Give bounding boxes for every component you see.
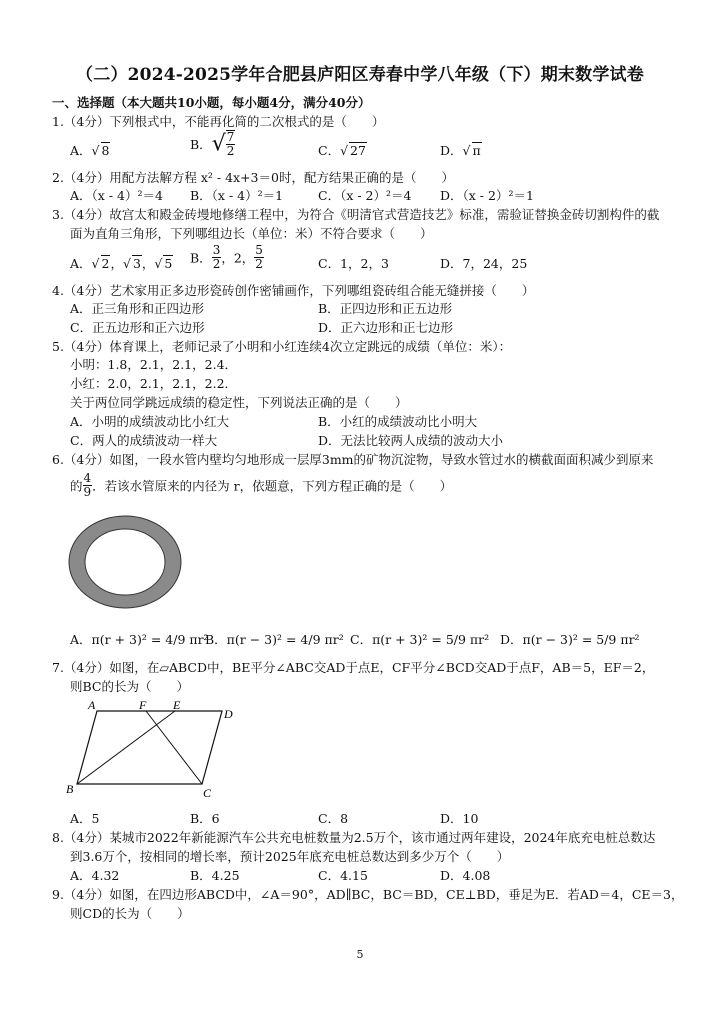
question-7-line1: 7.（4分）如图，在▱ABCD中，BE平分∠ABC交AD于点E，CF平分∠BCD交AD于点F，AB＝5，EF＝2， — [52, 660, 655, 675]
q8-option-d: D．4.08 — [440, 868, 491, 883]
question-9-line1: 9.（4分）如图，在四边形ABCD中，∠A＝90°，AD∥BC，BC＝BD，CE⊥BD，垂足为E．若AD＝4，CE＝3， — [52, 887, 684, 902]
q5-xiaohong: 小红：2.0，2.1，2.1，2.2． — [70, 376, 238, 391]
question-4-stem: 4.（4分）艺术家用正多边形瓷砖创作密铺画作，下列哪组瓷砖组合能无缝拼接（ ） — [52, 283, 535, 298]
label-a: A — [88, 698, 96, 712]
q3-option-a: A．√ 2，√ 3，√ 5 — [70, 256, 173, 271]
q7-option-d: D．10 — [440, 811, 479, 826]
question-8-line1: 8.（4分）某城市2022年新能源汽车公共充电桩数量为2.5万个，该市通过两年建设，2024年底充电桩总数达 — [52, 830, 656, 845]
q3-option-c: C．1，2，3 — [318, 256, 389, 271]
q5-ask: 关于两位同学跳远成绩的稳定性，下列说法正确的是（ ） — [70, 395, 408, 410]
q5-option-c: C．两人的成绩波动一样大 — [70, 433, 218, 448]
q5-option-b: B．小红的成绩波动比小明大 — [318, 414, 478, 429]
label-f: F — [139, 698, 147, 712]
q4-option-a: A．正三角形和正四边形 — [70, 301, 205, 316]
question-2-stem: 2.（4分）用配方法解方程 x² - 4x+3＝0时，配方结果正确的是（ ） — [52, 170, 454, 185]
q5-xiaoming: 小明：1.8，2.1，2.1，2.4． — [70, 357, 238, 372]
q6-option-a: A．π(r + 3)² = 4/9 πr² — [70, 632, 209, 647]
page-number: 5 — [356, 948, 364, 961]
q1-option-c: C．√ 27 — [318, 143, 366, 158]
q1-option-b: B．√ $\frac{7}{2}$ — [190, 130, 235, 158]
sqrt-icon: √ — [340, 143, 349, 158]
question-1-stem: 1.（4分）下列根式中，不能再化简的二次根式的是（ ） — [52, 114, 385, 129]
q4-option-c: C．正五边形和正六边形 — [70, 320, 205, 335]
q2-option-c: C．（x - 2）²＝4 — [318, 188, 412, 203]
q1-option-a: A．√ 8 — [70, 143, 110, 158]
question-5-stem: 5.（4分）体育课上，老师记录了小明和小红连续4次立定跳远的成绩（单位：米）： — [52, 339, 512, 354]
q5-option-d: D．无法比较两人成绩的波动大小 — [318, 433, 504, 448]
label-e: E — [173, 698, 181, 712]
label-d: D — [224, 707, 233, 721]
q6-option-d: D．π(r − 3)² = 5/9 πr² — [500, 632, 640, 647]
q7-option-b: B．6 — [190, 811, 220, 826]
page-title: （二）2024-2025学年合肥县庐阳区寿春中学八年级（下）期末数学试卷 — [76, 65, 644, 85]
q8-option-a: A．4.32 — [70, 868, 120, 883]
sqrt-icon: √ — [211, 131, 226, 157]
question-9-line2: 则CD的长为（ ） — [70, 906, 190, 921]
q3-option-d: D．7，24，25 — [440, 256, 528, 271]
q8-option-b: B．4.25 — [190, 868, 240, 883]
section-heading: 一、选择题（本大题共10小题，每小题4分，满分40分） — [52, 95, 371, 110]
label-c: C — [203, 786, 212, 800]
q4-option-d: D．正六边形和正七边形 — [318, 320, 454, 335]
q8-option-c: C．4.15 — [318, 868, 368, 883]
q2-option-b: B．（x - 4）²＝1 — [190, 188, 284, 203]
question-6-line1: 6.（4分）如图，一段水管内壁均匀地形成一层厚3mm的矿物沉淀物，导致水管过水的横截面面积减少到原来 — [52, 452, 654, 467]
question-6-line2: 的 $\frac{4}{9}$ ．若该水管原来的内径为 r，依题意，下列方程正确的是（ ） — [70, 471, 453, 499]
label-b: B — [66, 782, 74, 796]
question-7-line2: 则BC的长为（ ） — [70, 679, 189, 694]
q7-option-a: A．5 — [70, 811, 100, 826]
q5-option-a: A．小明的成绩波动比小红大 — [70, 414, 230, 429]
question-3-line2: 面为直角三角形，下列哪组边长（单位：米）不符合要求（ ） — [70, 226, 433, 241]
q3-option-b: B． $\frac{3}{2}$ ，2， $\frac{5}{2}$ — [190, 243, 263, 271]
q2-option-d: D．（x - 2）²＝1 — [440, 188, 534, 203]
q2-option-a: A．（x - 4）²＝4 — [70, 188, 163, 203]
sqrt-icon: √ — [91, 143, 100, 158]
q1-option-d: D．√ π — [440, 143, 481, 158]
pipe-cross-section-figure — [66, 512, 186, 612]
parallelogram-figure — [62, 696, 252, 800]
q7-option-c: C．8 — [318, 811, 349, 826]
q6-option-c: C．π(r + 3)² = 5/9 πr² — [350, 632, 490, 647]
question-8-line2: 到3.6万个，按相同的增长率，预计2025年底充电桩总数达到多少万个（ ） — [70, 849, 510, 864]
q4-option-b: B．正四边形和正五边形 — [318, 301, 453, 316]
question-3-line1: 3.（4分）故宫太和殿金砖墁地修缮工程中，为符合《明清官式营造技艺》标准，需验证替换金砖切割构件的截 — [52, 207, 660, 222]
sqrt-icon: √ — [462, 143, 471, 158]
q6-option-b: B．π(r − 3)² = 4/9 πr² — [205, 632, 344, 647]
